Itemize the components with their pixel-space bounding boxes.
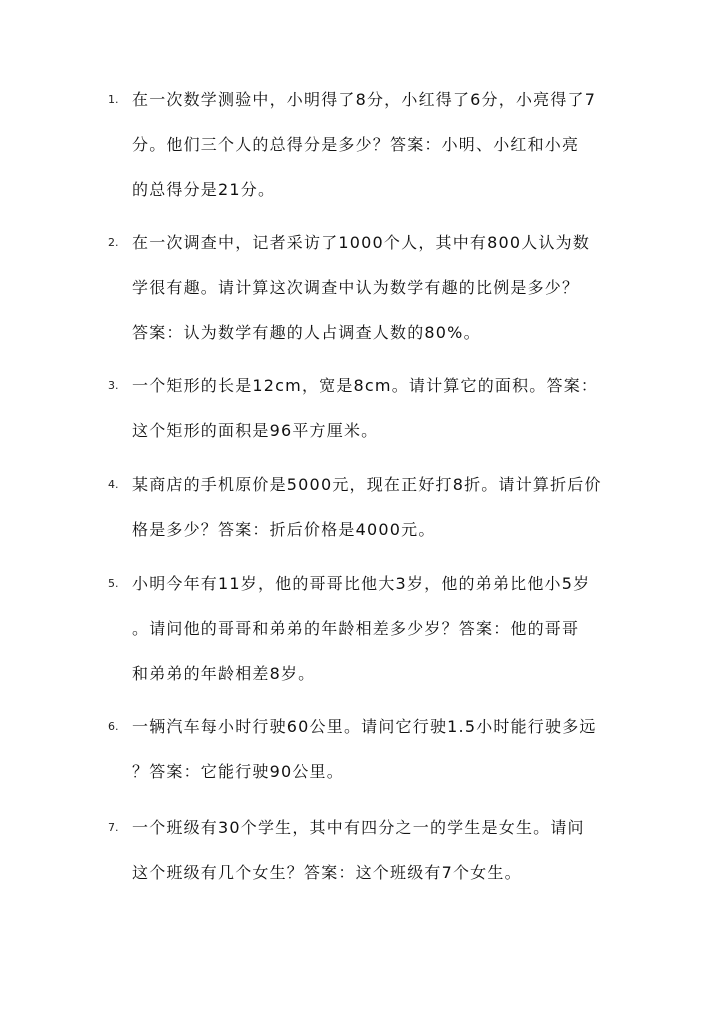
question-line: ？答案：它能行驶90公里。 (132, 762, 344, 781)
question-number: 4. (108, 478, 119, 491)
question-line: 一个班级有30个学生，其中有四分之一的学生是女生。请问 (132, 818, 585, 837)
question-number: 6. (108, 720, 119, 733)
question-line: 这个班级有几个女生？答案：这个班级有7个女生。 (132, 863, 522, 882)
question-line: 的总得分是21分。 (132, 180, 276, 199)
question-number: 2. (108, 236, 119, 249)
question-line: 学很有趣。请计算这次调查中认为数学有趣的比例是多少？ (132, 278, 580, 297)
question-line: 小明今年有11岁，他的哥哥比他大3岁，他的弟弟比他小5岁 (132, 574, 591, 593)
question-line: 答案：认为数学有趣的人占调查人数的80%。 (132, 323, 481, 342)
question-line: 这个矩形的面积是96平方厘米。 (132, 421, 379, 440)
question-line: 格是多少？答案：折后价格是4000元。 (132, 520, 436, 539)
question-line: 在一次数学测验中，小明得了8分，小红得了6分，小亮得了7 (132, 90, 597, 109)
question-line: 分。他们三个人的总得分是多少？答案：小明、小红和小亮 (132, 135, 580, 154)
question-line: 。请问他的哥哥和弟弟的年龄相差多少岁？答案：他的哥哥 (132, 619, 580, 638)
question-line: 一辆汽车每小时行驶60公里。请问它行驶1.5小时能行驶多远 (132, 717, 597, 736)
question-line: 一个矩形的长是12cm，宽是8cm。请计算它的面积。答案： (132, 376, 599, 395)
question-number: 3. (108, 379, 119, 392)
question-line: 在一次调查中，记者采访了1000个人，其中有800人认为数 (132, 233, 591, 252)
question-line: 某商店的手机原价是5000元，现在正好打8折。请计算折后价 (132, 475, 602, 494)
question-number: 1. (108, 93, 119, 106)
question-number: 5. (108, 577, 119, 590)
question-number: 7. (108, 821, 119, 834)
question-line: 和弟弟的年龄相差8岁。 (132, 664, 316, 683)
